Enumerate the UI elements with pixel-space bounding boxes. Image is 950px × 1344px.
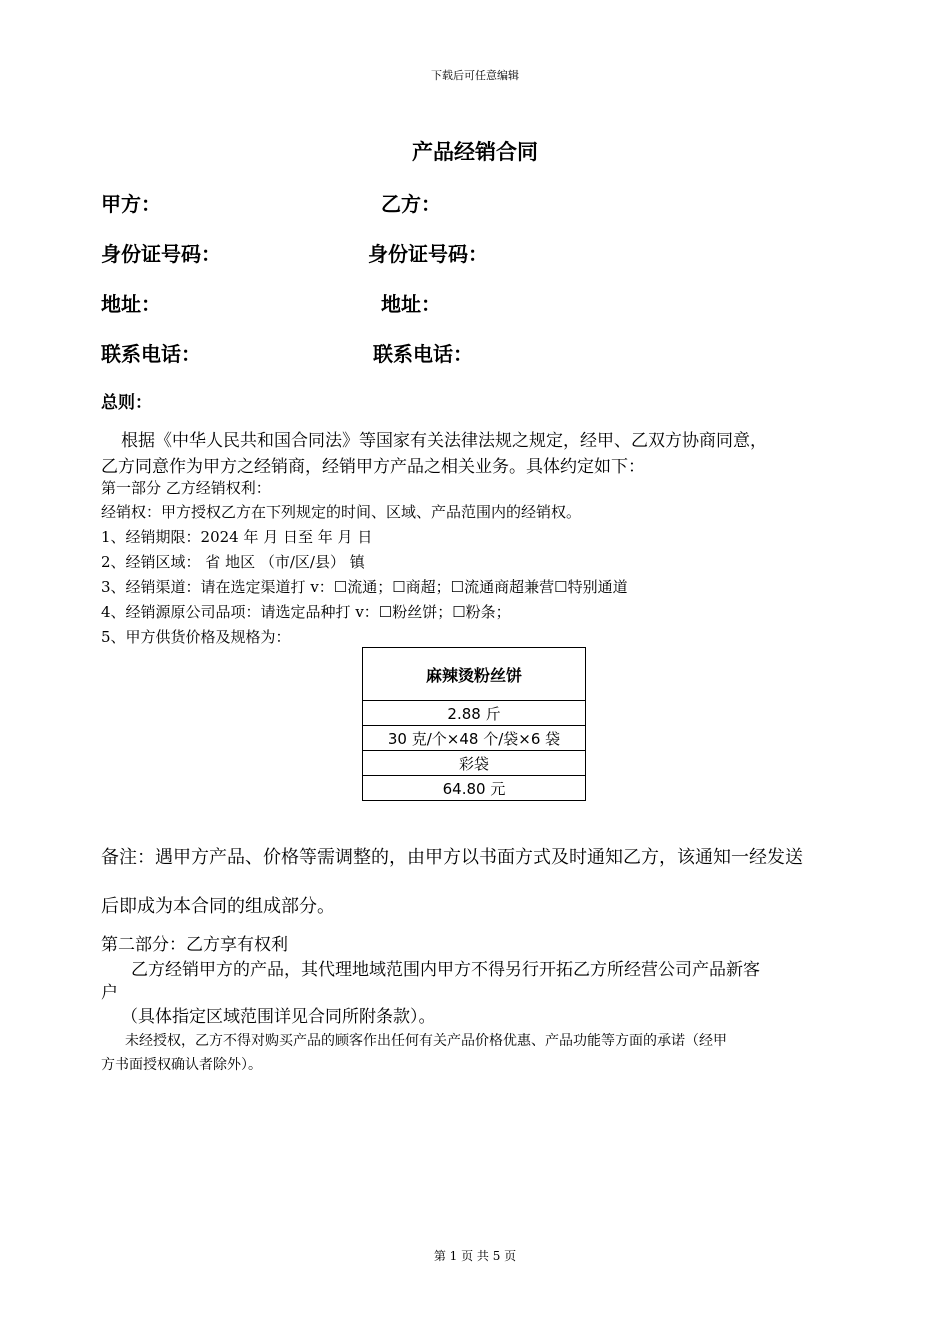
general-heading: 总则： xyxy=(101,393,152,413)
general-text-line2: 乙方同意作为甲方之经销商，经销甲方产品之相关业务。具体约定如下： xyxy=(101,457,645,477)
part1-intro: 经销权：甲方授权乙方在下列规定的时间、区域、产品范围内的经销权。 xyxy=(101,503,582,521)
party-a-label: 甲方： xyxy=(101,192,161,216)
party-a-address-label: 地址： xyxy=(101,292,161,316)
part2-line2: 户 xyxy=(101,983,118,1003)
part2-line4: 未经授权，乙方不得对购买产品的顾客作出任何有关产品价格优惠、产品功能等方面的承诺（经甲 xyxy=(125,1033,727,1049)
general-text-line1: 根据《中华人民共和国合同法》等国家有关法律法规之规定，经甲、乙双方协商同意， xyxy=(121,431,767,451)
remark-line2: 后即成为本合同的组成部分。 xyxy=(101,896,335,917)
header-note: 下载后可任意编辑 xyxy=(431,69,519,82)
party-a-phone-label: 联系电话： xyxy=(101,342,201,366)
part2-line3: （具体指定区域范围详见合同所附条款）。 xyxy=(121,1007,436,1027)
price-item-5: 5、甲方供货价格及规格为： xyxy=(101,628,291,646)
table-spec: 30 克/个×48 个/袋×6 袋 xyxy=(363,726,586,751)
part2-line5: 方书面授权确认者除外）。 xyxy=(101,1057,262,1073)
price-spec-table xyxy=(362,647,586,801)
product-item-4: 4、经销源原公司品项：请选定品种打 v：☐粉丝饼；☐粉条； xyxy=(101,603,511,621)
party-b-id-label: 身份证号码： xyxy=(368,242,488,266)
page-number: 第 1 页 共 5 页 xyxy=(433,1249,517,1263)
channel-item-3: 3、经销渠道：请在选定渠道打 v：☐流通；☐商超；☐流通商超兼营☐特别通道 xyxy=(101,578,628,596)
part1-title: 第一部分 乙方经销权利： xyxy=(101,479,271,497)
part2-title: 第二部分：乙方享有权利 xyxy=(101,935,288,955)
table-product-name: 麻辣烫粉丝饼 xyxy=(363,648,586,701)
table-weight: 2.88 斤 xyxy=(363,701,586,726)
party-a-id-label: 身份证号码： xyxy=(101,242,221,266)
party-b-phone-label: 联系电话： xyxy=(373,342,473,366)
party-b-label: 乙方： xyxy=(381,192,441,216)
part2-line1: 乙方经销甲方的产品，其代理地域范围内甲方不得另行开拓乙方所经营公司产品新客 xyxy=(131,960,760,980)
term-item-1: 1、经销期限：2024 年 月 日至 年 月 日 xyxy=(101,528,373,546)
region-item-2: 2、经销区域： 省 地区 （市/区/县） 镇 xyxy=(101,553,365,571)
table-packaging: 彩袋 xyxy=(363,751,586,776)
party-b-address-label: 地址： xyxy=(381,292,441,316)
document-title: 产品经销合同 xyxy=(412,140,538,164)
remark-line1: 备注：遇甲方产品、价格等需调整的，由甲方以书面方式及时通知乙方，该通知一经发送 xyxy=(101,847,803,868)
table-price: 64.80 元 xyxy=(363,776,586,801)
